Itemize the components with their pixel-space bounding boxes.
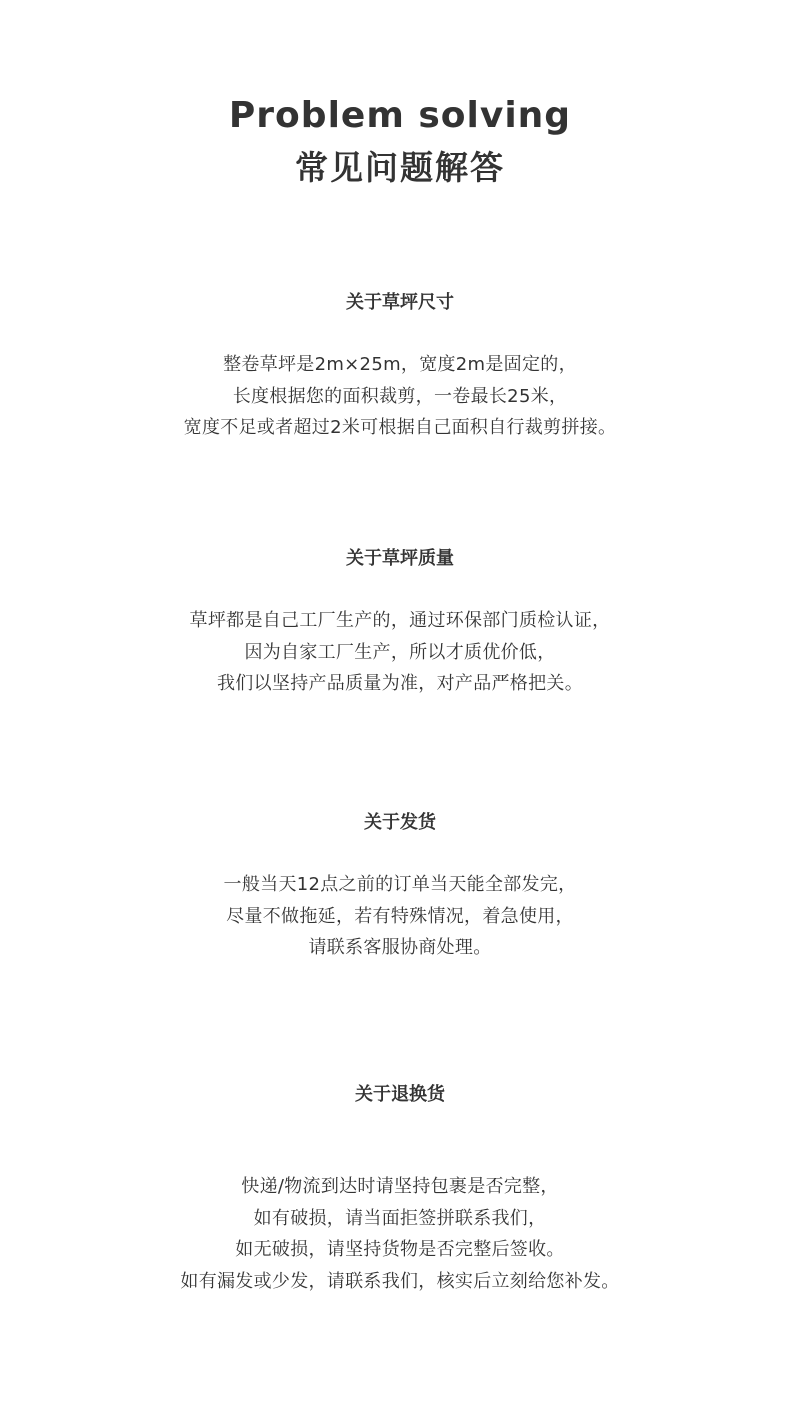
section-body xyxy=(0,605,800,700)
body-line: 快递/物流到达时请坚持包裹是否完整， xyxy=(241,1176,559,1197)
faq-section-lawn-quality xyxy=(0,547,800,700)
body-line: 整卷草坪是2m×25m，宽度2m是固定的， xyxy=(223,354,577,375)
body-line: 我们以坚持产品质量为准，对产品严格把关。 xyxy=(217,673,583,694)
body-line: 尽量不做拖延，若有特殊情况，着急使用， xyxy=(226,905,574,927)
section-heading: 关于发货 xyxy=(364,812,436,833)
section-body xyxy=(0,1171,800,1297)
section-body xyxy=(0,349,800,444)
faq-section-returns xyxy=(0,1083,800,1297)
body-line: 宽度不足或者超过2米可根据自己面积自行裁剪拼接。 xyxy=(183,417,617,438)
body-line: 草坪都是自己工厂生产的，通过环保部门质检认证， xyxy=(189,610,611,631)
page-title-english: Problem solving xyxy=(228,95,572,136)
section-body xyxy=(0,869,800,964)
page-title-chinese: 常见问题解答 xyxy=(295,148,505,187)
body-line: 长度根据您的面积裁剪，一卷最长25米， xyxy=(232,385,568,407)
section-heading: 关于草坪尺寸 xyxy=(346,292,454,313)
body-line: 因为自家工厂生产，所以才质优价低， xyxy=(244,641,556,663)
body-line: 如有破损，请当面拒签拼联系我们， xyxy=(253,1207,547,1229)
section-heading: 关于退换货 xyxy=(355,1084,445,1105)
faq-section-shipping xyxy=(0,811,800,964)
faq-section-lawn-size xyxy=(0,291,800,444)
body-line: 请联系客服协商处理。 xyxy=(308,937,492,958)
body-line: 如无破损，请坚持货物是否完整后签收。 xyxy=(235,1239,565,1260)
body-line: 如有漏发或少发，请联系我们，核实后立刻给您补发。 xyxy=(180,1270,620,1292)
body-line: 一般当天12点之前的订单当天能全部发完， xyxy=(223,874,577,895)
section-heading: 关于草坪质量 xyxy=(346,548,454,569)
